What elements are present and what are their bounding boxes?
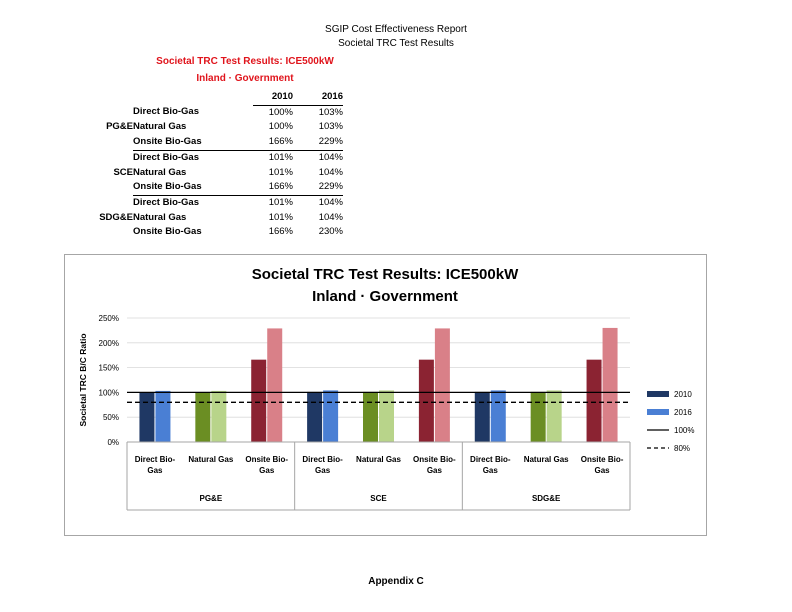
value-2010: 101% — [268, 196, 293, 208]
category-label: Onsite Bio- — [413, 455, 456, 464]
table-header-row — [78, 90, 343, 105]
value-2010: 101% — [268, 151, 293, 163]
category-label: Natural Gas — [356, 455, 401, 464]
category-label: Gas — [147, 466, 163, 475]
value-2016: 229% — [293, 135, 343, 150]
utility-label: PG&E — [106, 121, 133, 133]
utility-label: SDG&E — [99, 211, 133, 223]
value-2016: 104% — [318, 151, 343, 163]
category-label: Direct Bio- — [302, 455, 343, 464]
legend-label: 2016 — [674, 408, 692, 417]
report-title: SGIP Cost Effectiveness Report — [325, 24, 467, 35]
tech-label: Onsite Bio-Gas — [133, 180, 253, 195]
value-2010: 166% — [253, 180, 293, 195]
results-table — [78, 90, 343, 240]
col-header-2010: 2010 — [253, 90, 293, 105]
col-header-2016: 2016 — [293, 90, 343, 105]
category-label: Gas — [315, 466, 331, 475]
table-row — [78, 211, 343, 226]
y-tick-label: 200% — [98, 338, 119, 348]
y-tick-label: 100% — [98, 388, 119, 398]
category-label: Gas — [482, 466, 498, 475]
tech-label: Direct Bio-Gas — [133, 151, 199, 163]
report-subtitle: Societal TRC Test Results — [338, 38, 454, 49]
tech-label: Direct Bio-Gas — [133, 196, 199, 208]
table-subtitle: Inland · Government — [196, 73, 294, 84]
value-2010: 100% — [268, 121, 293, 133]
category-label: Natural Gas — [188, 455, 234, 464]
table-row — [78, 225, 343, 240]
value-2016: 104% — [318, 196, 343, 208]
category-label: Onsite Bio- — [245, 455, 289, 464]
value-2010: 166% — [253, 135, 293, 150]
group-label: PG&E — [199, 494, 223, 503]
category-label: Gas — [426, 466, 442, 475]
y-tick-label: 0% — [107, 438, 119, 447]
group-label: SCE — [370, 494, 387, 503]
utility-label: SCE — [113, 166, 133, 178]
value-2016: 230% — [318, 226, 343, 238]
value-2016: 103% — [318, 121, 343, 133]
value-2016: 103% — [318, 106, 343, 118]
legend-label: 2010 — [674, 390, 692, 399]
value-2016: 229% — [293, 180, 343, 195]
table-row — [78, 166, 343, 181]
category-label: Gas — [594, 466, 610, 475]
value-2010: 101% — [268, 211, 293, 223]
tech-label: Natural Gas — [133, 121, 187, 133]
appendix-label: Appendix C — [368, 576, 424, 587]
category-label: Natural Gas — [523, 455, 569, 464]
chart-subtitle: Inland · Government — [312, 288, 458, 305]
table-row — [78, 150, 343, 165]
value-2010: 100% — [268, 106, 293, 118]
value-2010: 101% — [268, 166, 293, 178]
table-title: Societal TRC Test Results: ICE500kW — [156, 56, 334, 67]
table-row — [78, 120, 343, 135]
value-2016: 104% — [318, 166, 343, 178]
legend-label: 100% — [674, 426, 695, 435]
table-row — [78, 105, 343, 120]
category-label: Onsite Bio- — [580, 455, 624, 464]
chart-frame — [64, 254, 707, 536]
y-tick-label: 150% — [98, 363, 119, 373]
y-tick-label: 250% — [98, 314, 119, 323]
value-2016: 104% — [318, 211, 343, 223]
table-row — [78, 195, 343, 210]
tech-label: Onsite Bio-Gas — [133, 135, 253, 150]
table-row — [78, 135, 343, 150]
tech-label: Natural Gas — [133, 166, 187, 178]
value-2010: 166% — [268, 226, 293, 238]
chart-title: Societal TRC Test Results: ICE500kW — [251, 266, 519, 283]
category-label: Direct Bio- — [134, 455, 176, 464]
y-axis-label: Societal TRC B/C Ratio — [78, 333, 88, 427]
legend-label: 80% — [674, 444, 691, 453]
tech-label: Natural Gas — [133, 211, 187, 223]
y-tick-label: 50% — [102, 413, 119, 423]
tech-label: Onsite Bio-Gas — [133, 226, 202, 238]
category-label: Direct Bio- — [470, 455, 511, 464]
category-label: Gas — [259, 466, 275, 475]
tech-label: Direct Bio-Gas — [133, 106, 199, 118]
group-label: SDG&E — [531, 494, 561, 503]
table-row — [78, 180, 343, 195]
